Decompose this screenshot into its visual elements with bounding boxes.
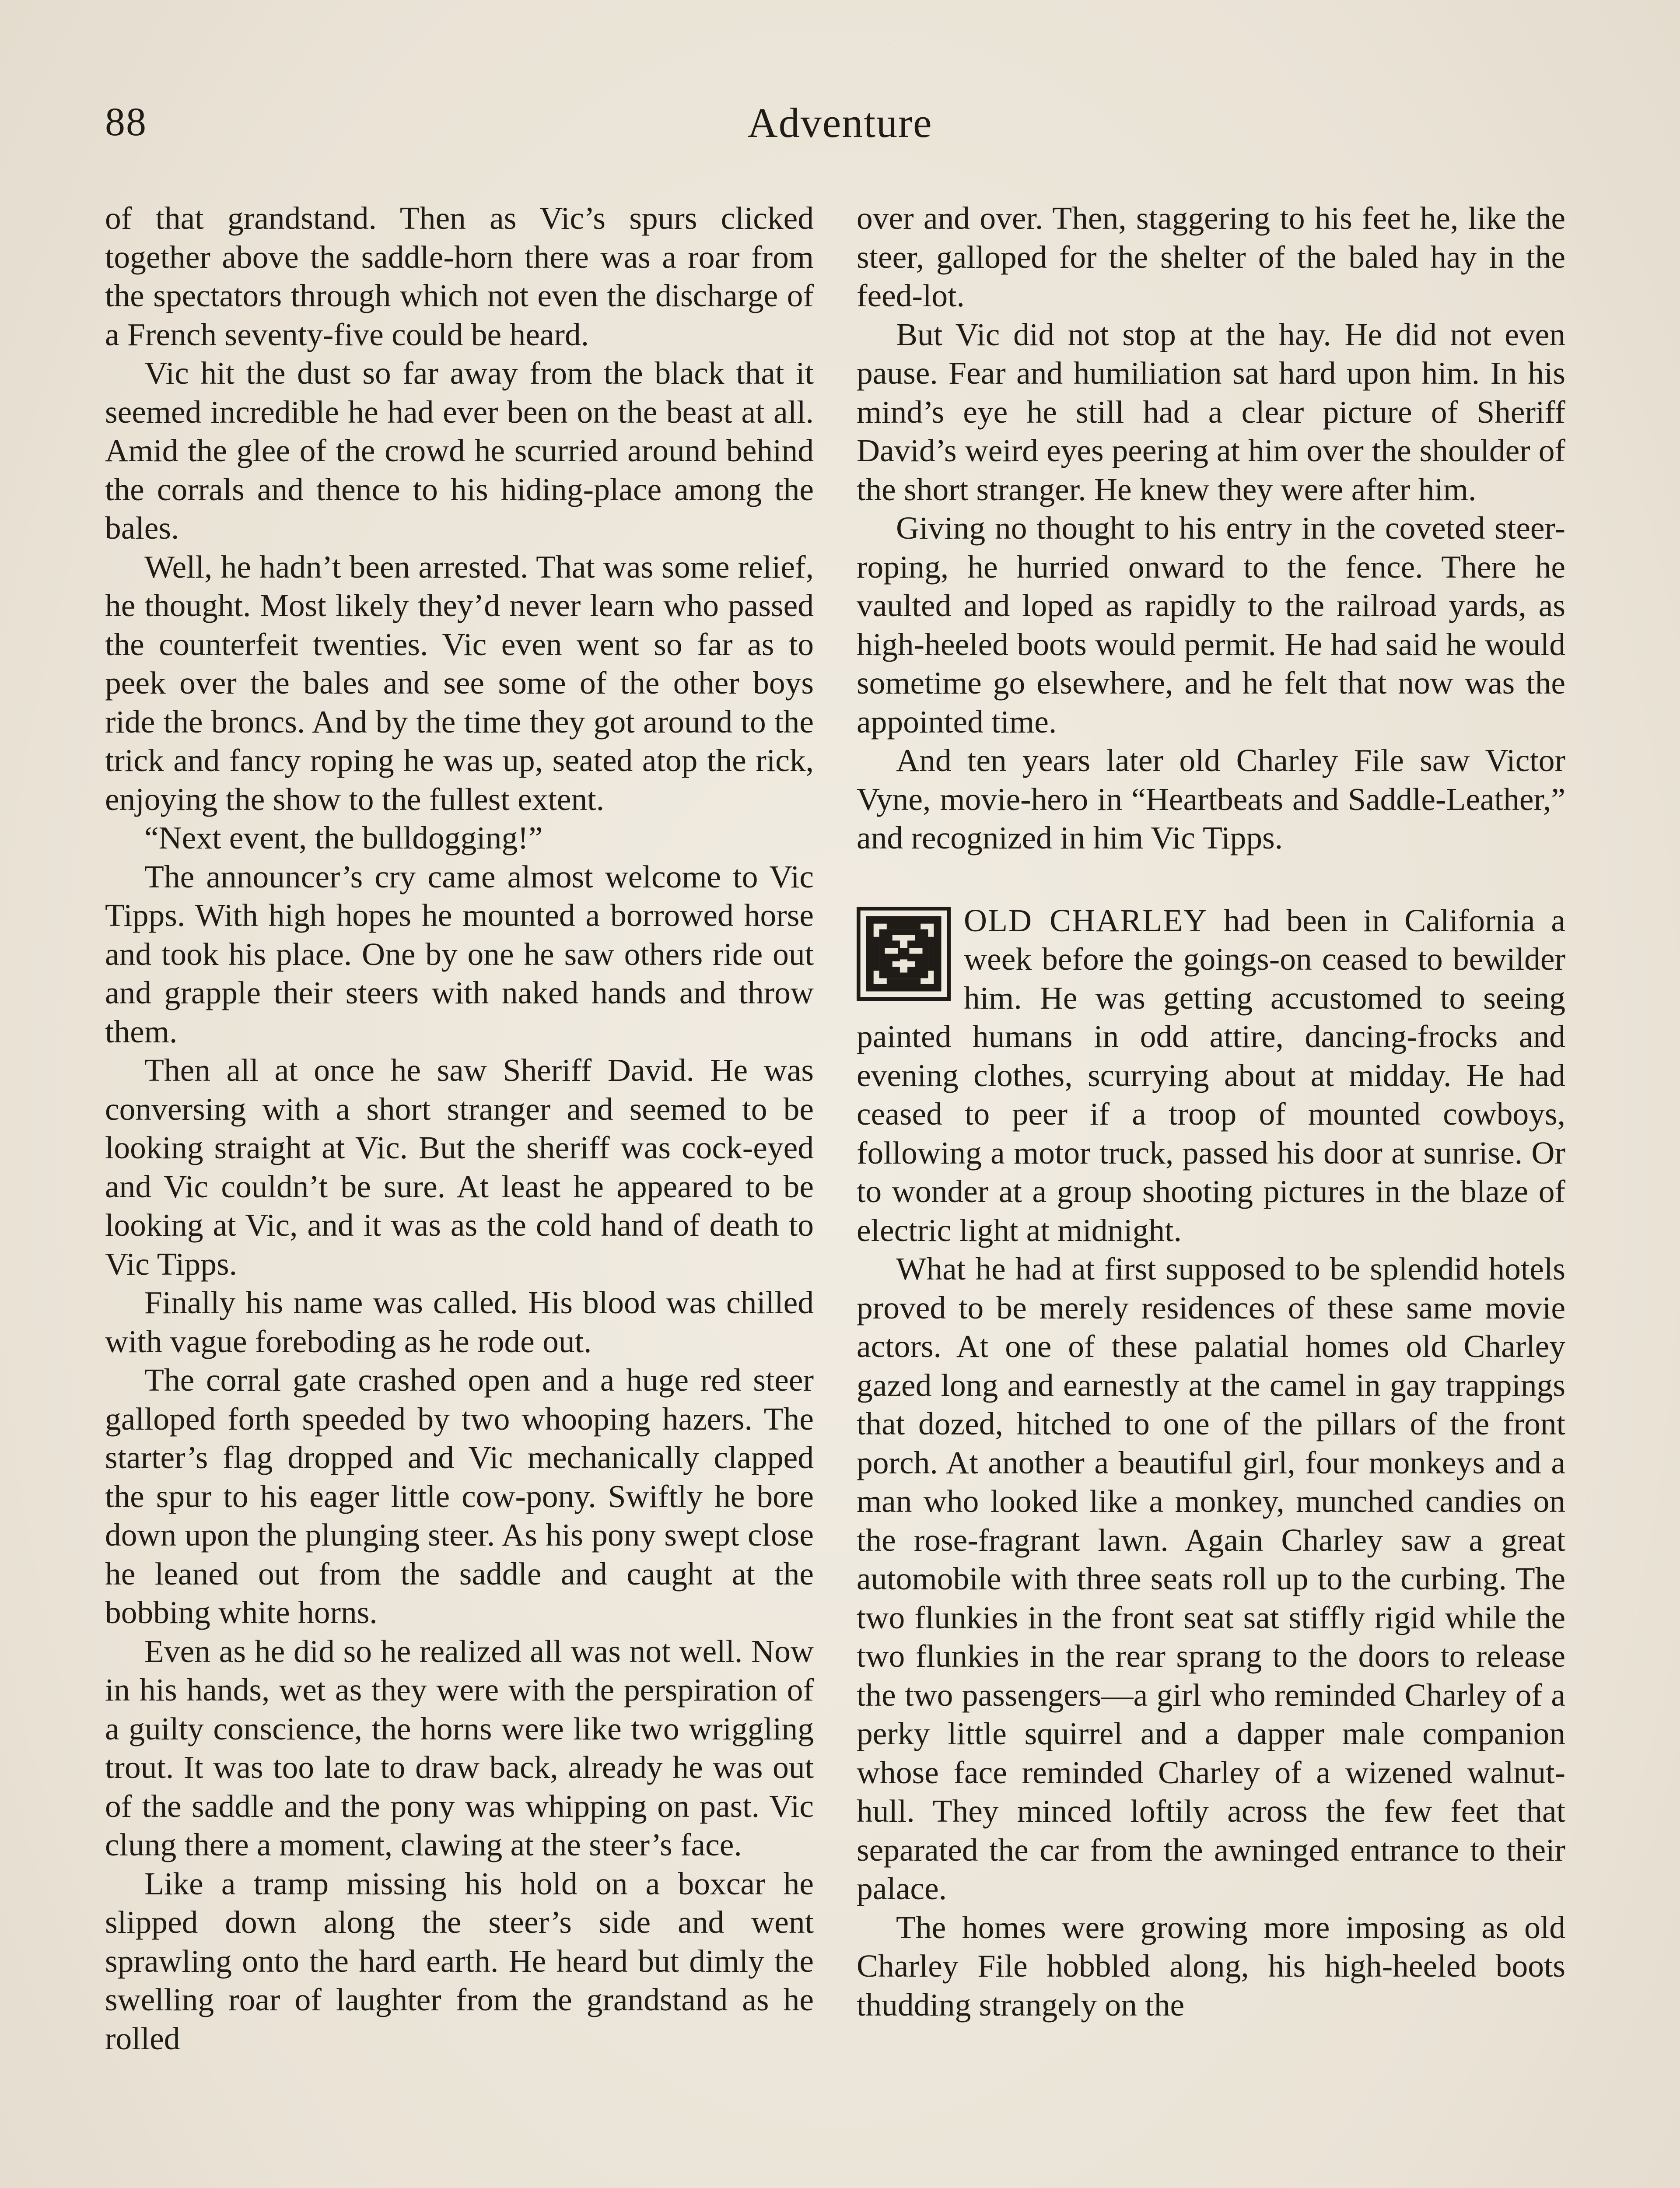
page-header [105,98,1575,147]
paragraph: But Vic did not stop at the hay. He did not even pause. Fear and humiliation sat hard upon him. In his mind’s eye he still had a clear picture of Sheriff David’s weird eyes peering at him over the shoulder of the short stranger. He knew they were after him. [857,316,1565,507]
paragraph: What he had at first supposed to be splendid hotels proved to be merely residences of these same movie actors. At one of these palatial homes old Charley gazed long and earnestly at the camel in gay trappings that dozed, hitched to one of the pillars of the front porch. At another a beautiful girl, four monkeys and a man who looked like a monkey, munched candies on the rose-fragrant lawn. Again Charley saw a great automobile with three seats roll up to the curbing. The two flunkies in the front seat sat stiffly rigid while the two flunkies in the rear sprang to the doors to release the two passengers—a girl who reminded Charley of a perky little squirrel and a dapper male companion whose face reminded Charley of a wizened walnut-hull. They minced loftily across the few feet that separated the car from the awninged entrance to their palace. [857,1251,1565,1906]
section-opening-paragraph [857,901,1565,1250]
paragraph: The corral gate crashed open and a huge red steer galloped forth speeded by two whooping hazers. The starter’s flag dropped and Vic mechanically clapped the spur to his eager little cow-pony. Swiftly he bore down upon the plunging steer. As his pony swept close he leaned out from the saddle and caught at the bobbing white horns. [105,1362,814,1630]
small-caps-lead: OLD CHARLEY [964,902,1208,938]
paragraph: of that grandstand. Then as Vic’s spurs clicked together above the saddle-horn there was a roar from the spectators through which not even the discharge of a French seventy-five could be heard. [105,200,814,352]
paragraph: “Next event, the bulldogging!” [144,820,543,856]
paragraph: Vic hit the dust so far away from the black that it seemed incredible he had ever been on the beast at all. Amid the glee of the crowd he scurried around behind the corrals and thence to his hiding-place among the bales. [105,355,814,546]
paragraph: Even as he did so he realized all was not well. Now in his hands, wet as they were with the perspiration of a guilty conscience, the horns were like two wriggling trout. It was too late to draw back, already he was out of the saddle and the pony was whipping on past. Vic clung there a moment, clawing at the steer’s face. [105,1633,814,1862]
left-column [105,199,814,2058]
paragraph: Giving no thought to his entry in the coveted steer-roping, he hurried onward to the fence. There he vaulted and loped as rapidly to the railroad yards, as high-heeled boots would permit. He had said he would sometime go elsewhere, and he felt that now was the appointed time. [857,510,1565,740]
paragraph: over and over. Then, staggering to his feet he, like the steer, galloped for the shelter of the baled hay in the feed-lot. [857,200,1565,313]
paragraph: Then all at once he saw Sheriff David. He was conversing with a short stranger and seemed to be looking straight at Vic. But the sheriff was cock-eyed and Vic couldn’t be sure. At least he appeared to be looking at Vic, and it was as the cold hand of death to Vic Tipps. [105,1052,814,1282]
paragraph: Finally his name was called. His blood was chilled with vague foreboding as he rode out. [105,1285,814,1359]
paragraph: Well, he hadn’t been arrested. That was some relief, he thought. Most likely they’d never learn who passed the counterfeit twenties. Vic even went so far as to peek over the bales and see some of the other boys ride the broncs. And by the time they got around to the trick and fancy roping he was up, seated atop the rick, enjoying the show to the fullest extent. [105,549,814,817]
section-break [857,858,1565,901]
paragraph: The announcer’s cry came almost welcome to Vic Tipps. With high hopes he mounted a borrowed horse and took his place. One by one he saw others ride out and grapple their steers with naked hands and throw them. [105,859,814,1049]
paragraph: The homes were growing more imposing as old Charley File hobbled along, his high-heeled boots thudding strangely on the [857,1909,1565,2023]
paragraph-text: had been in California a week before the goings-on ceased to bewilder him. He was getting accustomed to seeing painted humans in odd attire, dancing-frocks and evening clothes, scurrying about at midday. He had ceased to peer if a troop of mounted cowboys, following a motor truck, passed his door at sunrise. Or to wonder at a group shooting pictures in the blaze of electric light at midnight. [857,902,1565,1248]
right-column [857,199,1565,2024]
paragraph: And ten years later old Charley File saw Victor Vyne, movie-hero in “Heartbeats and Saddle-Leather,” and recognized in him Vic Tipps. [857,743,1565,856]
running-title: Adventure [747,99,933,146]
paragraph: Like a tramp missing his hold on a boxcar he slipped down along the steer’s side and went sprawling onto the hard earth. He heard but dimly the swelling roar of laughter from the grandstand as he rolled [105,1865,814,2056]
page-number: 88 [105,99,147,144]
ornamental-dingbat-icon [857,907,951,1001]
